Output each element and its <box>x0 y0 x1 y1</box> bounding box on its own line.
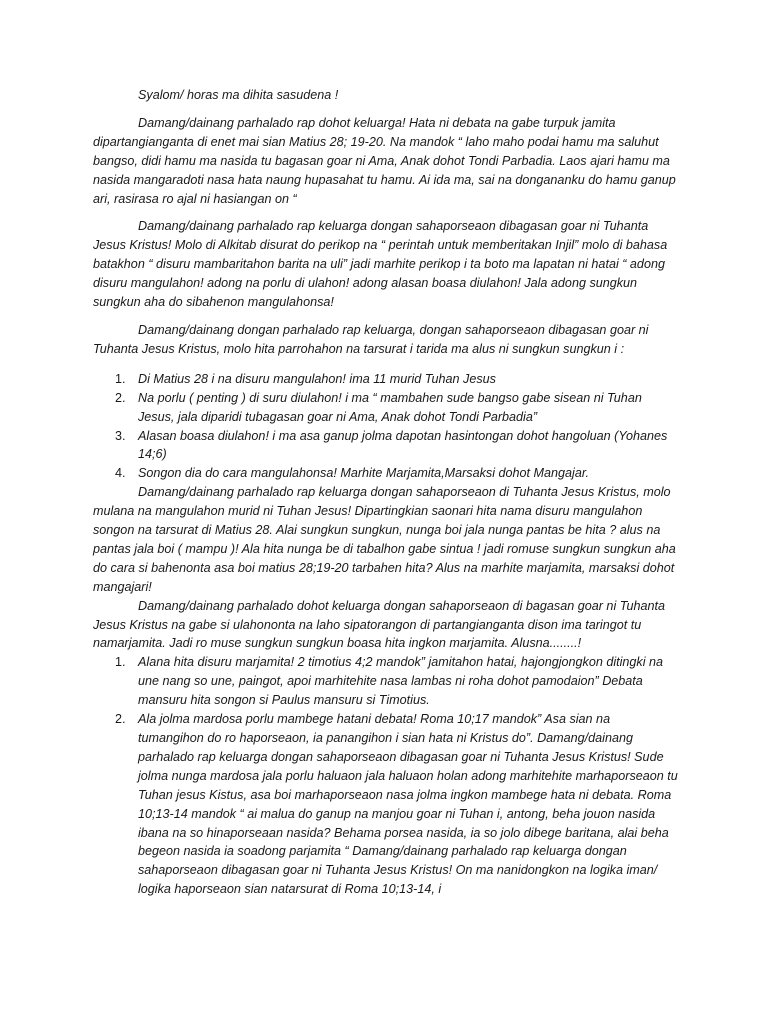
reason-list <box>93 653 678 899</box>
answer-list <box>93 370 678 483</box>
list-text: Alasan boasa diulahon! i ma asa ganup jolma dapotan hasintongan dohot hangoluan (Yohanes 14;6) <box>138 428 668 462</box>
greeting: Syalom/ horas ma dihita sasudena ! <box>138 88 339 102</box>
list-text: Na porlu ( penting ) di suru diulahon! i ma “ mambahen sude bangso gabe sisean ni Tuhan Jesus, jala diparidi tubagasan goar ni Ama, Anak dohot Tondi Parbadia” <box>138 390 642 424</box>
list-text: Ala jolma mardosa porlu mambege hatani debata! Roma 10;17 mandok” Asa sian na tumangihon do ro haporseaon, ia panangihon i sian hata ni Kristus do”. Damang/dainang parhalado rap keluarga dongan sahaporseaon dibagasan goar ni Tuhanta Jesus Kristus! Sude jolma nunga mardosa jala porlu haluaon jala haluaon holan adong marhitehite marhaporseaon tu Tuhan jesus Kistus, asa boi marhaporseaon nasa jolma ingkon mambege hata ni debata. Roma 10;13-14 mandok “ ai malua do ganup na manjou goar ni Tuhan i, antong, beha jouon nasida ibana na so hinaporseaan nasida? Behama porsea nasida, ia so jolo dibege baritana, alai beha begeon nasida ia soadong parjamita “ Damang/dainang parhalado rap keluarga dongan sahaporseaon dibagasan goar ni Tuhanta Jesus Kristus! On ma nanidongkon na logika iman/ logika haporseaon sian natarsurat di Roma 10;13-14, i <box>138 712 678 897</box>
list-item <box>93 389 678 427</box>
paragraph-3: Damang/dainang dongan parhalado rap keluarga, dongan sahaporseaon dibagasan goar ni Tuhanta Jesus Kristus, molo hita parrohahon na tarsurat i tarida ma alus ni sungkun sungkun i : <box>93 322 649 356</box>
list-number: 1. <box>115 655 126 670</box>
list-number: 2. <box>115 712 126 727</box>
list-item <box>93 710 678 899</box>
list-number: 2. <box>115 390 126 405</box>
list-text: Di Matius 28 i na disuru mangulahon! ima 11 murid Tuhan Jesus <box>138 371 496 386</box>
list-number: 3. <box>115 428 126 443</box>
document-body <box>93 86 678 899</box>
list-number: 4. <box>115 466 126 481</box>
paragraph-4: Damang/dainang parhalado rap keluarga dongan sahaporseaon di Tuhanta Jesus Kristus, molo mulana na mangulahon murid ni Tuhan Jesus! Dipartingkian saonari hita nama disuru mangulahon songon na tarsurat di Matius 28. Alai sungkun sungkun, nunga boi jala nunga pantas be hita ? alus na pantas jala boi ( mampu )! Ala hita nunga be di tabalhon gabe sintua ! jadi romuse sungkun sungkun aha do cara si bahenonta asa boi matius 28;19-20 tarbahen hita? Alus na marhite marjamita, marsaksi dohot mangajari! <box>93 485 676 594</box>
list-item <box>93 370 678 389</box>
list-item <box>93 464 678 483</box>
paragraph-1: Damang/dainang parhalado rap dohot keluarga! Hata ni debata na gabe turpuk jamita dipartangianganta di enet mai sian Matius 28; 19-20. Na mandok “ laho maho podai hamu ma saluhut bangso, didi hamu ma nasida tu bagasan goar ni Ama, Anak dohot Tondi Parbadia. Laos ajari hamu ma nasida mangaradoti nasa hata naung hupasahat tu hamu. Ai ida ma, sai na dongananku do hamu ganup ari, rasirasa ro ajal ni hasiangan on “ <box>93 115 676 206</box>
list-text: Songon dia do cara mangulahonsa! Marhite Marjamita,Marsaksi dohot Mangajar. <box>138 466 590 481</box>
list-number: 1. <box>115 371 126 386</box>
list-text: Alana hita disuru marjamita! 2 timotius 4;2 mandok” jamitahon hatai, hajongjongkon ditingki na une nang so une, paingot, apoi marhitehite nasa lambas ni roha dohot pamodaion” Debata mansuru hita songon si Paulus mansuru si Timotius. <box>138 655 664 708</box>
paragraph-2: Damang/dainang parhalado rap keluarga dongan sahaporseaon dibagasan goar ni Tuhanta Jesus Kristus! Molo di Alkitab disurat do perikop na “ perintah untuk memberitakan Injil” molo di bahasa batakhon “ disuru mambaritahon barita na uli” jadi marhite perikop i ta boto ma lapatan ni hatai “ adong disuru mangulahon! adong na porlu di ulahon! adong alasan boasa diulahon! Jala adong sungkun sungkun aha do sibahenon mangulahonsa! <box>93 219 668 310</box>
list-item <box>93 427 678 465</box>
list-item <box>93 653 678 710</box>
paragraph-5: Damang/dainang parhalado dohot keluarga dongan sahaporseaon di bagasan goar ni Tuhanta Jesus Kristus na gabe si ulahononta na laho sipatorangon di partangianganta dison ima taringot tu namarjamita. Jadi ro muse sungkun sungkun boasa hita ingkon marjamita. Alusna........! <box>93 598 666 651</box>
